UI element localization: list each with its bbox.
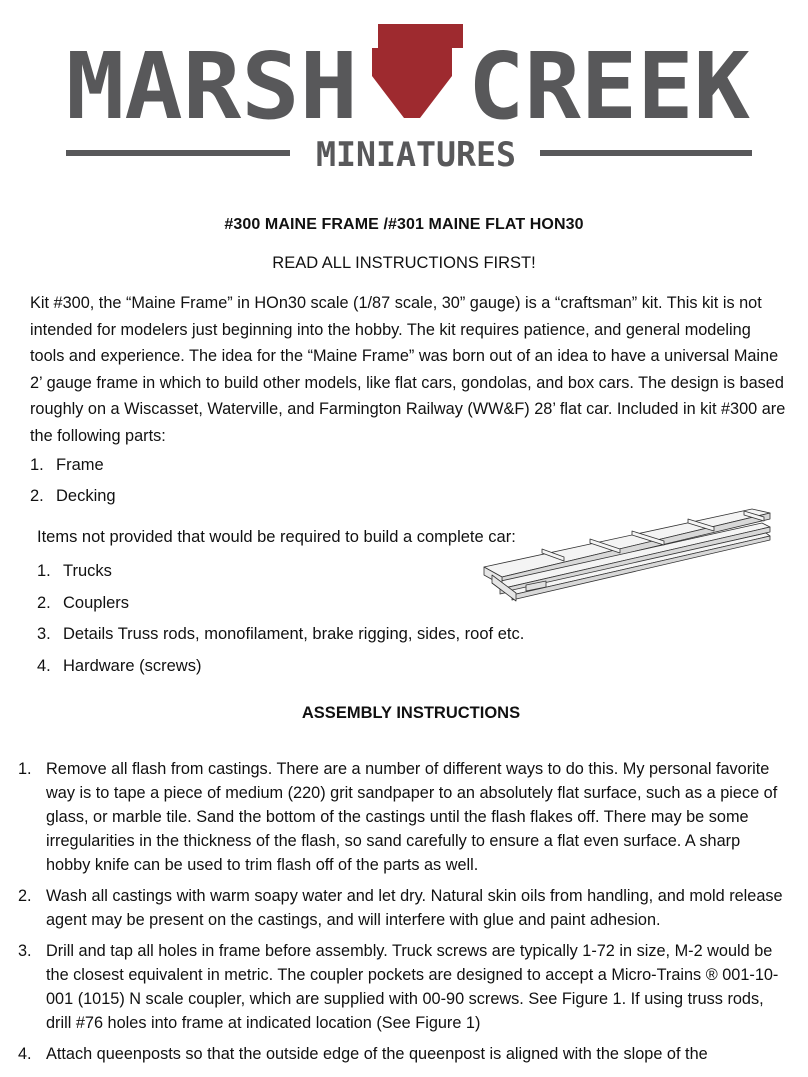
item-label: Couplers — [63, 593, 130, 612]
list-item — [18, 1042, 788, 1066]
keystone-icon — [372, 24, 463, 118]
list-item — [18, 939, 788, 1035]
list-item — [30, 453, 116, 484]
frame-illustration — [482, 505, 772, 605]
step-number: 4. — [18, 1045, 32, 1063]
not-provided-intro: Items not provided that would be required to build a complete car: — [37, 528, 516, 546]
parts-list — [30, 453, 116, 515]
item-label: Hardware (screws) — [63, 656, 202, 675]
item-label: Decking — [56, 487, 116, 505]
item-number: 1. — [37, 562, 51, 580]
intro-paragraph: Kit #300, the “Maine Frame” in HOn30 scale (1/87 scale, 30” gauge) is a “craftsman” kit. This kit is not intended for modelers just beginning into the hobby. The kit requires patience, and general modeling tools and experience. The idea for the “Maine Frame” was born out of an idea to have a universal Maine 2’ gauge frame in which to build other models, like flat cars, gondolas, and box cars. The design is based roughly on a Wiscasset, Waterville, and Farmington Railway (WW&F) 28’ flat car. Included in kit #300 are the following parts: — [30, 294, 786, 445]
not-provided-list — [37, 559, 524, 685]
logo-rule-right — [540, 150, 752, 156]
item-label: Trucks — [63, 562, 112, 580]
page-title: #300 MAINE FRAME /#301 MAINE FLAT HON30 — [224, 216, 584, 233]
logo-tagline: MINIATURES — [316, 135, 516, 175]
item-label: Details Truss rods, monofilament, brake rigging, sides, roof etc. — [63, 625, 525, 643]
list-item — [37, 654, 524, 686]
item-label: Frame — [56, 456, 104, 474]
brand-logo — [0, 0, 808, 190]
frame-drawing — [482, 505, 772, 605]
list-item — [37, 622, 524, 654]
list-item — [18, 884, 788, 932]
item-number: 3. — [37, 625, 51, 643]
item-number: 2. — [30, 487, 44, 505]
page-subtitle: READ ALL INSTRUCTIONS FIRST! — [272, 254, 536, 272]
list-item — [37, 559, 524, 591]
step-text: Drill and tap all holes in frame before assembly. Truck screws are typically 1-72 in size, M-2 would be the closest equivalent in metric. The coupler pockets are designed to accept a Micro-Trains ® 001-10-001 (1015) N scale coupler, which are supplied with 00-90 screws. See Figure 1. If using truss rods, drill #76 holes into frame at indicated location (See Figure 1) — [46, 942, 779, 1032]
list-item — [30, 484, 116, 515]
step-number: 1. — [18, 760, 32, 778]
list-item — [37, 591, 524, 623]
logo-word-left: MARSH — [66, 33, 358, 140]
step-number: 2. — [18, 887, 32, 905]
logo-word-right: CREEK — [468, 33, 751, 140]
logo-rule-left — [66, 150, 290, 156]
logo-graphic — [0, 0, 808, 190]
item-number: 4. — [37, 656, 51, 675]
item-number: 1. — [30, 456, 44, 474]
step-text: Wash all castings with warm soapy water and let dry. Natural skin oils from handling, and mold release agent may be present on the castings, and will interfere with glue and paint adhesion. — [46, 887, 783, 929]
item-number: 2. — [37, 593, 51, 612]
list-item — [18, 757, 788, 877]
step-text: Remove all flash from castings. There are a number of different ways to do this. My personal favorite way is to tape a piece of medium (220) grit sandpaper to an absolutely flat surface, such as a piece of glass, or marble tile. Sand the bottom of the castings until the flash flakes off. There may be some irregularities in the thickness of the flash, so sand carefully to ensure a flat even surface. A sharp hobby knife can be used to trim flash off of the parts as well. — [46, 760, 778, 874]
assembly-heading: ASSEMBLY INSTRUCTIONS — [301, 704, 521, 722]
step-number: 3. — [18, 942, 32, 960]
step-text: Attach queenposts so that the outside edge of the queenpost is aligned with the slope of the — [46, 1045, 708, 1063]
assembly-steps — [18, 757, 788, 1073]
